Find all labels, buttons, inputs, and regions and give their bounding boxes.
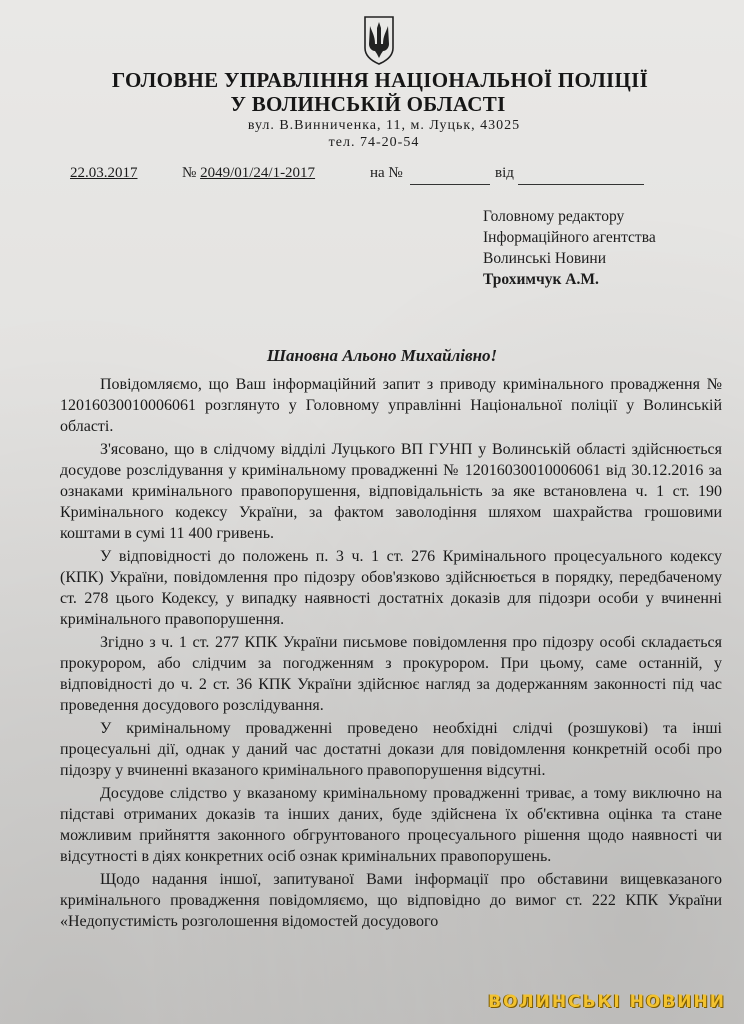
org-address: вул. В.Винниченка, 11, м. Луцьк, 43025 — [247, 118, 521, 133]
paragraph: Щодо надання іншої, запитуваної Вами інформації про обставини вищевказаного кримінального провадження повідомляємо, що відповідно до вимог ст. 222 КПК України «Недопустимість розголошення відомостей досудового — [60, 871, 722, 930]
reply-to-label: на № — [370, 165, 403, 181]
letter-body — [60, 374, 722, 934]
from-blank — [518, 184, 644, 185]
number-value: 2049/01/24/1-2017 — [200, 165, 316, 181]
paragraph: Згідно з ч. 1 ст. 277 КПК України письмове повідомлення про підозру особі складається прокурором, або слідчим за погодженням з прокурором. При цьому, саме останній, у відповідності до ч. 2 ст. 36 КПК України здійснює нагляд за додержанням законності під час проведення досудового розслідування. — [60, 634, 722, 714]
addressee-line2: Інформаційного агентства — [483, 229, 656, 246]
letter-number — [182, 165, 315, 182]
trident-emblem-icon — [362, 14, 396, 66]
watermark-logo: ВОЛИНСЬКІ НОВИНИ — [488, 992, 726, 1012]
paragraph: Повідомляємо, що Ваш інформаційний запит з приводу кримінального провадження № 12016030010006061 розглянуто у Головному управлінні Національної поліції у Волинській області. — [60, 376, 722, 435]
org-name-line1: ГОЛОВНЕ УПРАВЛІННЯ НАЦІОНАЛЬНОЇ ПОЛІЦІЇ — [111, 68, 649, 92]
letter-date: 22.03.2017 — [70, 165, 138, 181]
paragraph: У кримінальному провадженні проведено необхідні слідчі (розшукові) та інші процесуальні дії, однак у даний час достатні докази для повідомлення конкретній особі про підозру у вчиненні вказаного кримінального правопорушення відсутні. — [60, 720, 722, 779]
from-label: від — [495, 165, 514, 181]
addressee-line1: Головному редактору — [483, 208, 625, 225]
org-phone: тел. 74-20-54 — [328, 135, 420, 150]
paragraph: З'ясовано, що в слідчому відділі Луцького ВП ГУНП у Волинській області здійснюється досудове розслідування у кримінальному провадженні № 12016030010006061 від 30.12.2016 за ознаками кримінального правопорушення, відповідальність за яке встановлена ч. 1 ст. 190 Кримінального кодексу України, за фактом заволодіння шляхом шахрайства грошовими коштами в сумі 11 400 гривень. — [60, 441, 722, 542]
addressee-line3: Волинські Новини — [483, 250, 607, 267]
number-prefix: № — [182, 165, 197, 181]
addressee-name: Трохимчук А.М. — [483, 271, 599, 288]
paragraph: Досудове слідство у вказаному кримінальному провадженні триває, а тому виключно на підставі отриманих доказів та інших даних, буде здійснена їх об'єктивна оцінка та стане можливим прийняття законного обгрунтованого процесуального рішення щодо наявності чи відсутності в діях конкретних осіб ознак кримінальних правопорушень. — [60, 785, 722, 865]
reply-to-blank — [410, 184, 490, 185]
salutation: Шановна Альоно Михайлівно! — [266, 346, 498, 365]
paragraph: У відповідності до положень п. 3 ч. 1 ст. 276 Кримінального процесуального кодексу (КПК) України, повідомлення про підозру обов'язково здійснюється в порядку, передбаченому ст. 278 цього Кодексу, у випадку наявності достатніх доказів для підозри особи у вчиненні кримінального правопорушення. — [60, 548, 722, 628]
addressee-block — [483, 206, 656, 290]
org-name-line2: У ВОЛИНСЬКІЙ ОБЛАСТІ — [230, 92, 506, 116]
